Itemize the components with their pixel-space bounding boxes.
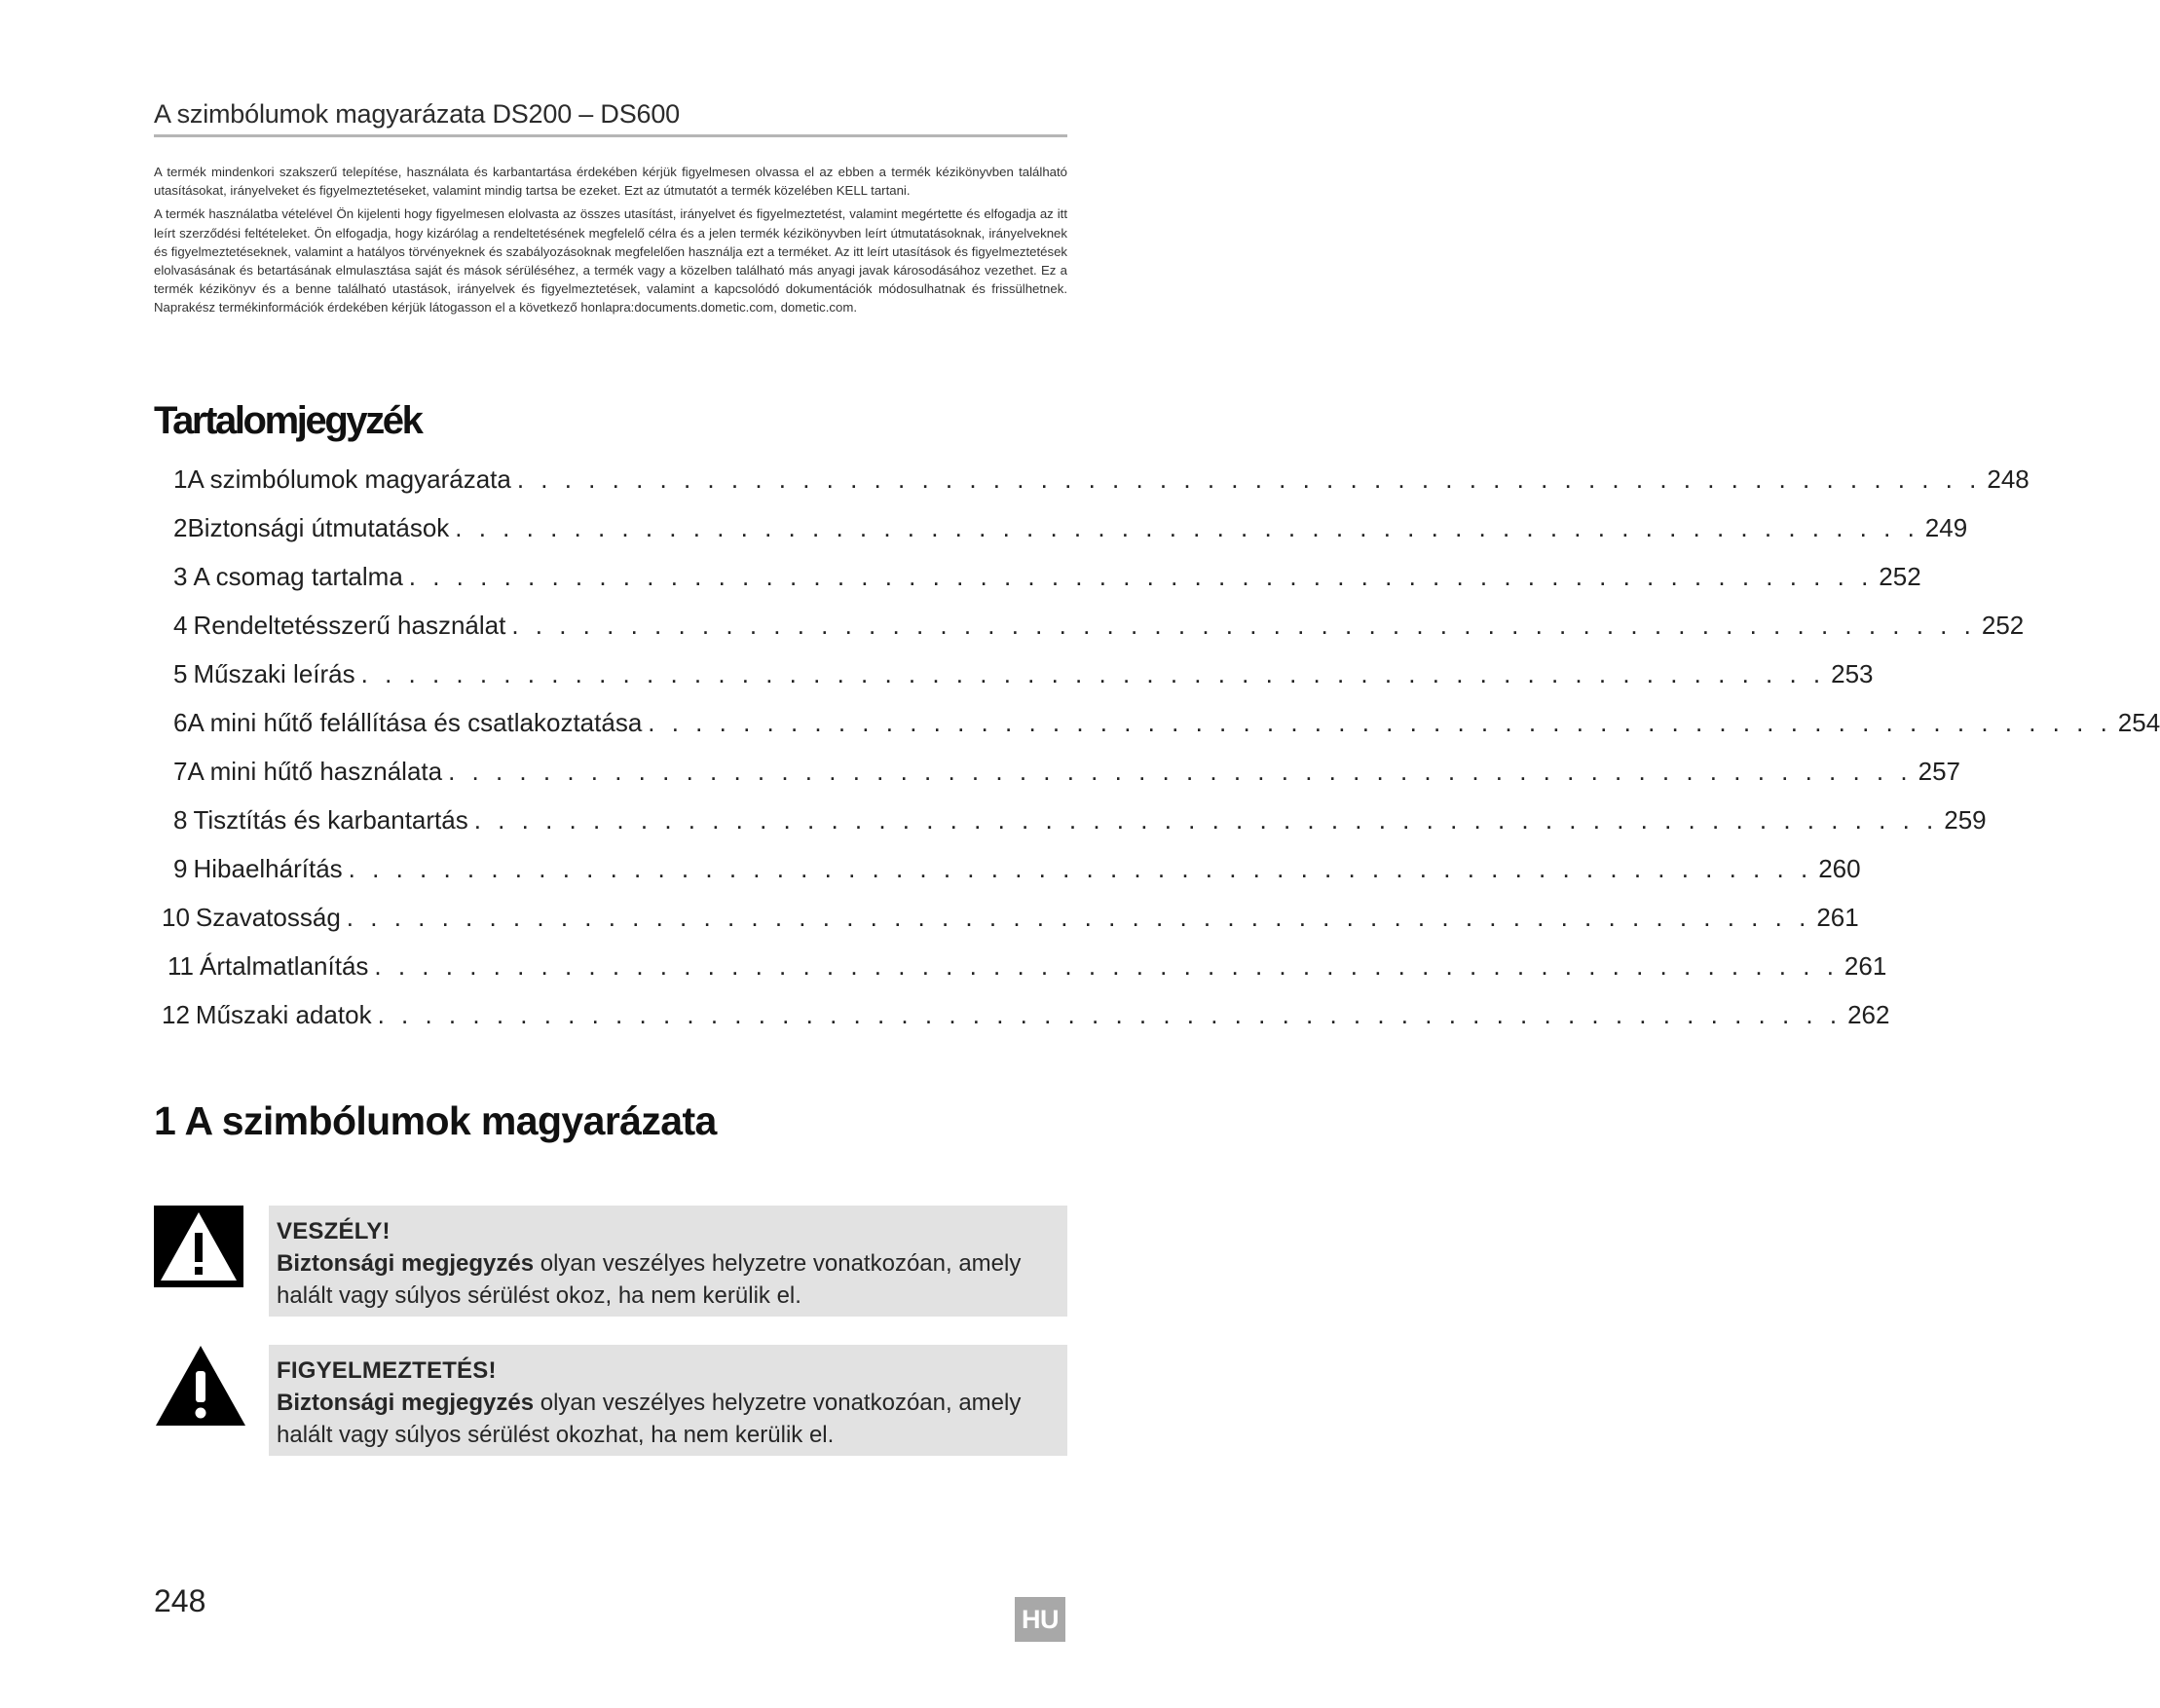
notice-text: olyan veszélyes helyzetre vonatkozóan, amely halált vagy súlyos sérülést okozhat, ha nem kerülik el. bbox=[277, 1390, 1022, 1448]
toc-entry-number: 4 bbox=[173, 611, 188, 640]
toc-entry-label: A mini hűtő használata bbox=[187, 757, 443, 786]
toc-entry-label: Tisztítás és karbantartás bbox=[193, 805, 468, 835]
toc-entry-label: Szavatosság bbox=[195, 903, 341, 932]
toc-entry-number: 3 bbox=[173, 562, 188, 591]
toc-entry[interactable] bbox=[173, 513, 1968, 552]
toc-entry-page: 254 bbox=[2117, 708, 2160, 737]
danger-notice bbox=[269, 1206, 1067, 1317]
toc-entry[interactable] bbox=[173, 805, 1987, 844]
toc-entry[interactable] bbox=[173, 659, 1874, 698]
toc-leader-dots: . . . . . . . . . . . . . . . . . . . . . . . . . . . . . . . . . . . . . . . . . . . . . . . . . . . . . . . . . . . . . . bbox=[455, 513, 1919, 542]
toc-entry-number: 6 bbox=[173, 708, 188, 737]
notice-bold-text: Biztonsági megjegyzés bbox=[277, 1390, 535, 1416]
toc-entry-label: Biztonsági útmutatások bbox=[187, 513, 450, 542]
toc-entry-number: 1 bbox=[173, 464, 188, 494]
toc-entry-number: 2 bbox=[173, 513, 188, 542]
toc-leader-dots: . . . . . . . . . . . . . . . . . . . . . . . . . . . . . . . . . . . . . . . . . . . . . . . . . . . . . . . . . . . . . . bbox=[408, 562, 1874, 591]
toc-leader-dots: . . . . . . . . . . . . . . . . . . . . . . . . . . . . . . . . . . . . . . . . . . . . . . . . . . . . . . . . . . . . . . bbox=[360, 659, 1826, 688]
toc-entry-page: 249 bbox=[1924, 513, 1968, 542]
toc-leader-dots: . . . . . . . . . . . . . . . . . . . . . . . . . . . . . . . . . . . . . . . . . . . . . . . . . . . . . . . . . . . . . . bbox=[448, 757, 1913, 786]
toc-entry-page: 257 bbox=[1918, 757, 1960, 786]
warning-notice bbox=[269, 1345, 1067, 1456]
toc-entry-page: 261 bbox=[1843, 951, 1887, 981]
toc-heading: Tartalomjegyzék bbox=[154, 399, 422, 442]
toc-entry-page: 259 bbox=[1944, 805, 1987, 835]
toc-entry[interactable] bbox=[173, 854, 1861, 893]
toc-entry-label: Hibaelhárítás bbox=[193, 854, 343, 883]
intro-paragraph-2: A termék használatba vételével Ön kijelenti hogy figyelmesen elolvasta az összes utasítást, irányelvet és figyelmeztetést, valamint megértette és elfogadja az itt leírt szerződési feltételeket. Ön elfogadja, hogy kizárólag a rendeltetésének megfelelő célra és a jelen termék kézikönyvben leírt útmutatásoknak, irányelveknek és figyelmeztetéseknek, valamint a hatályos törvényeknek és szabályozásoknak megfelelően használja ezt a terméket. Az itt leírt utasítások és figyelmeztetések elolvasásának és betartásának elmulasztása saját és mások sérüléséhez, a termék vagy a közelben található más anyagi javak károsodásához vezethet. Ez a termék kézikönyv és a benne található utastások, irányelvek és figyelmeztetések, valamint a kapcsolódó dokumentációk módosulhatnak és frissülhetnek. Naprakész termékinformációk érdekében kérjük látogasson el a következő honlapra:documents.dometic.com, dometic.com. bbox=[154, 206, 1067, 316]
toc-leader-dots: . . . . . . . . . . . . . . . . . . . . . . . . . . . . . . . . . . . . . . . . . . . . . . . . . . . . . . . . . . . . . . bbox=[516, 464, 1982, 494]
toc-leader-dots: . . . . . . . . . . . . . . . . . . . . . . . . . . . . . . . . . . . . . . . . . . . . . . . . . . . . . . . . . . . . . . bbox=[473, 805, 1939, 835]
toc-entry-label: Műszaki adatok bbox=[195, 1000, 372, 1029]
toc-leader-dots: . . . . . . . . . . . . . . . . . . . . . . . . . . . . . . . . . . . . . . . . . . . . . . . . . . . . . . . . . . . . . . bbox=[648, 708, 2112, 737]
notice-label: FIGYELMEZTETÉS! bbox=[277, 1357, 497, 1384]
toc-leader-dots: . . . . . . . . . . . . . . . . . . . . . . . . . . . . . . . . . . . . . . . . . . . . . . . . . . . . . . . . . . . . . . bbox=[346, 903, 1811, 932]
page-header-title: A szimbólumok magyarázata DS200 – DS600 bbox=[154, 99, 680, 129]
toc-entry-label: A csomag tartalma bbox=[193, 562, 403, 591]
toc-entry-number: 11 bbox=[168, 951, 194, 981]
toc-entry-number: 9 bbox=[173, 854, 188, 883]
warning-triangle-icon bbox=[154, 1344, 247, 1428]
toc-entry-page: 248 bbox=[1987, 464, 2030, 494]
toc-entry[interactable] bbox=[162, 1000, 1890, 1039]
toc-entry-label: A szimbólumok magyarázata bbox=[187, 464, 511, 494]
toc-leader-dots: . . . . . . . . . . . . . . . . . . . . . . . . . . . . . . . . . . . . . . . . . . . . . . . . . . . . . . . . . . . . . . bbox=[511, 611, 1976, 640]
toc-entry[interactable] bbox=[173, 562, 1921, 601]
toc-entry-number: 5 bbox=[173, 659, 188, 688]
toc-entry[interactable] bbox=[162, 903, 1859, 942]
header-divider bbox=[154, 134, 1067, 137]
toc-entry[interactable] bbox=[173, 757, 1960, 796]
toc-entry-page: 261 bbox=[1816, 903, 1859, 932]
toc-leader-dots: . . . . . . . . . . . . . . . . . . . . . . . . . . . . . . . . . . . . . . . . . . . . . . . . . . . . . . . . . . . . . . bbox=[377, 1000, 1843, 1029]
toc-entry[interactable] bbox=[173, 464, 2030, 503]
toc-entry-page: 253 bbox=[1831, 659, 1874, 688]
notice-text: olyan veszélyes helyzetre vonatkozóan, amely halált vagy súlyos sérülést okoz, ha nem kerülik el. bbox=[277, 1250, 1022, 1309]
toc-entry-label: Rendeltetésszerű használat bbox=[193, 611, 506, 640]
toc-entry-number: 10 bbox=[162, 903, 190, 932]
toc-entry-page: 260 bbox=[1818, 854, 1861, 883]
toc-entry-page: 252 bbox=[1879, 562, 1921, 591]
toc-entry-label: A mini hűtő felállítása és csatlakoztatása bbox=[187, 708, 643, 737]
toc-entry[interactable] bbox=[173, 708, 2160, 747]
section-heading: 1 A szimbólumok magyarázata bbox=[154, 1098, 717, 1143]
toc-entry-number: 7 bbox=[173, 757, 188, 786]
notice-label: VESZÉLY! bbox=[277, 1218, 391, 1244]
toc-entry-page: 252 bbox=[1981, 611, 2025, 640]
toc-entry-label: Műszaki leírás bbox=[193, 659, 355, 688]
toc-leader-dots: . . . . . . . . . . . . . . . . . . . . . . . . . . . . . . . . . . . . . . . . . . . . . . . . . . . . . . . . . . . . . . bbox=[374, 951, 1839, 981]
toc-entry[interactable] bbox=[168, 951, 1887, 990]
intro-paragraph-1: A termék mindenkori szakszerű telepítése, használata és karbantartása érdekében kérjük figyelmesen olvassa el az ebben a termék kézikönyvben található utasításokat, irányelveket és figyelmeztetéseket, valamint mindig tartsa be ezeket. Ezt az útmutatót a termék közelében KELL tartani. bbox=[154, 165, 1067, 199]
toc-entry-page: 262 bbox=[1847, 1000, 1890, 1029]
toc-entry-number: 8 bbox=[173, 805, 188, 835]
notice-bold-text: Biztonsági megjegyzés bbox=[277, 1250, 535, 1277]
toc-entry-label: Ártalmatlanítás bbox=[200, 951, 369, 981]
language-badge: HU bbox=[1015, 1597, 1065, 1642]
intro-text bbox=[154, 163, 1067, 322]
toc-entry-number: 12 bbox=[162, 1000, 190, 1029]
page-number: 248 bbox=[154, 1583, 206, 1618]
toc-entry[interactable] bbox=[173, 611, 2025, 650]
toc-leader-dots: . . . . . . . . . . . . . . . . . . . . . . . . . . . . . . . . . . . . . . . . . . . . . . . . . . . . . . . . . . . . . . bbox=[348, 854, 1813, 883]
danger-warning-icon bbox=[154, 1206, 243, 1287]
